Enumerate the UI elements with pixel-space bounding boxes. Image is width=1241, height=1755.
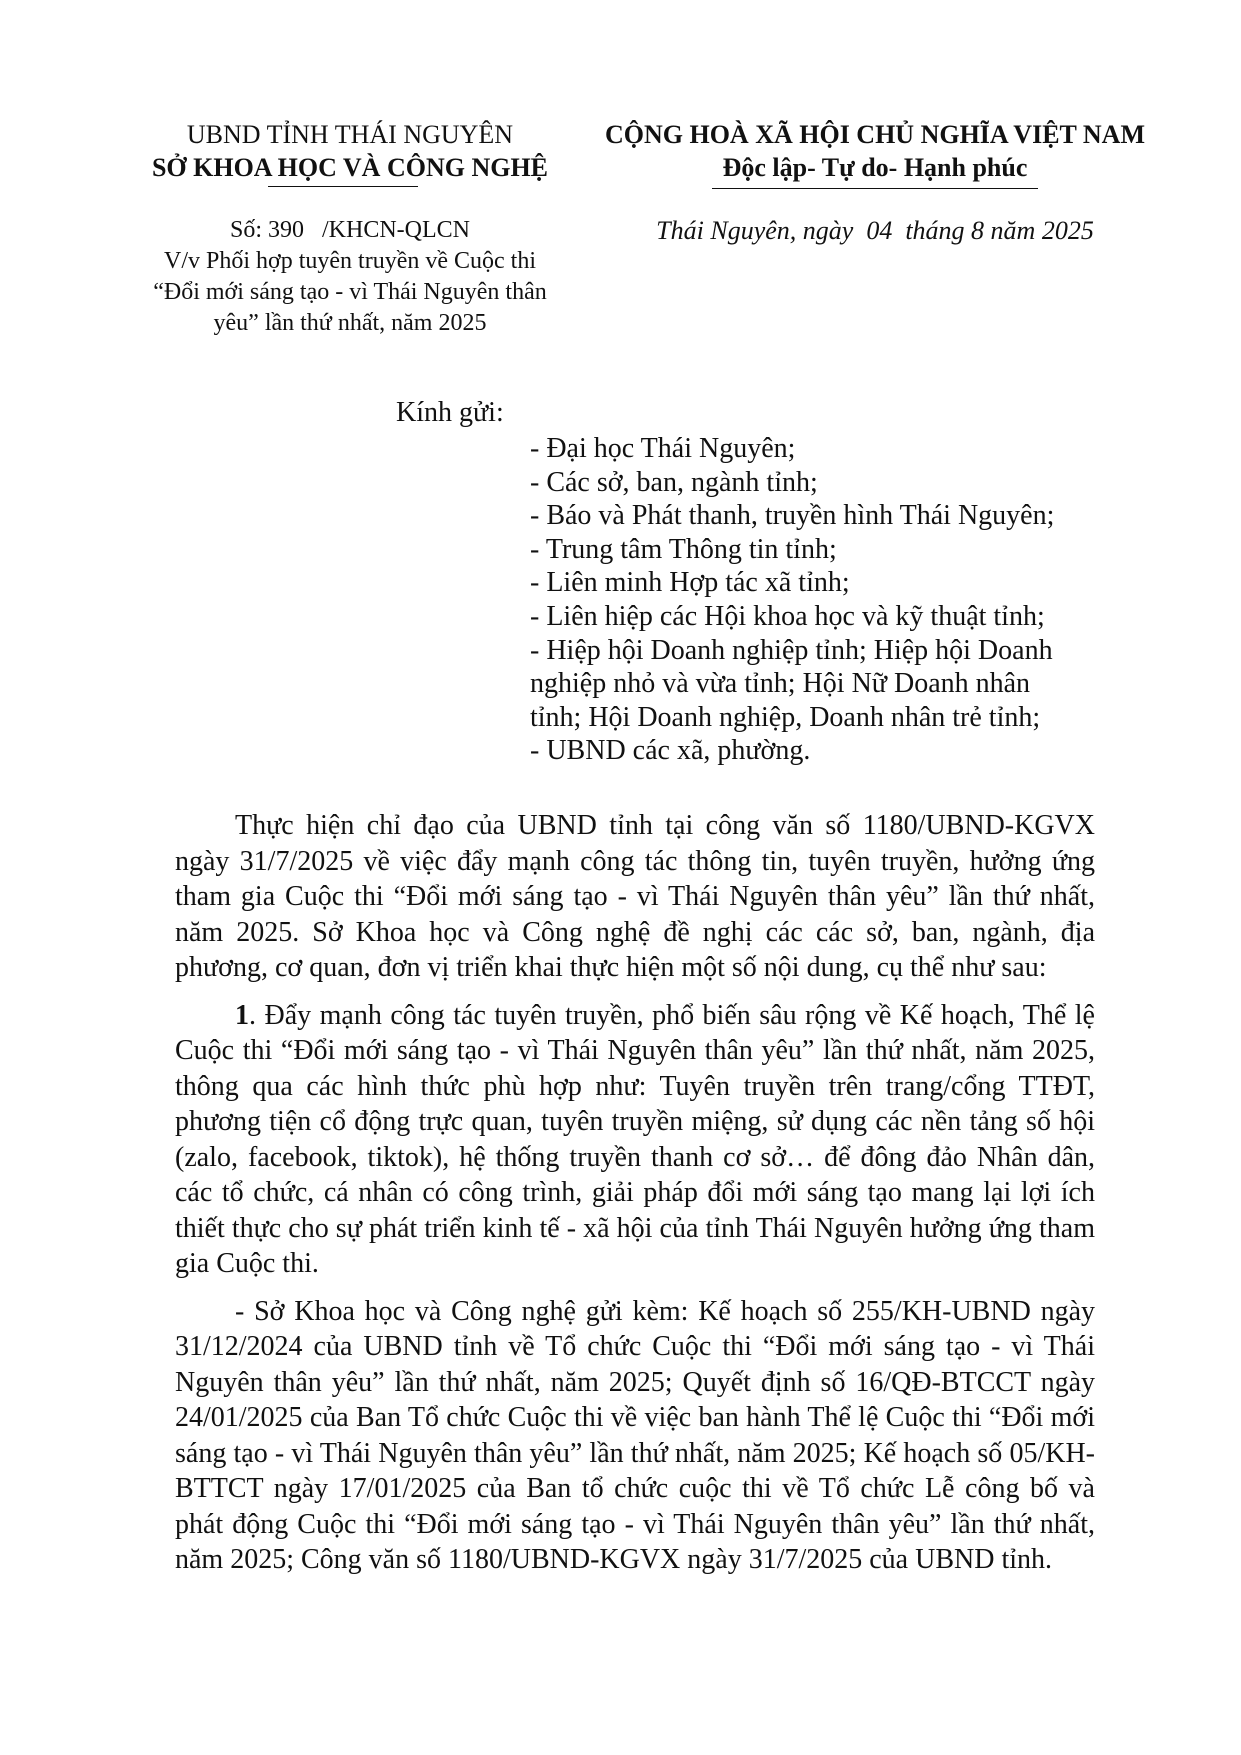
motto-underline <box>712 188 1038 189</box>
recipient-item: - Các sở, ban, ngành tỉnh; <box>530 466 818 498</box>
recipient-item: nghiệp nhỏ và vừa tỉnh; Hội Nữ Doanh nhân <box>530 668 1031 700</box>
document-body <box>175 808 1095 1590</box>
national-motto <box>585 118 1165 184</box>
issuing-authority <box>140 118 560 184</box>
recipient-item: - Liên minh Hợp tác xã tỉnh; <box>530 567 850 599</box>
recipient-item: - Trung tâm Thông tin tỉnh; <box>530 533 837 565</box>
place-and-date: Thái Nguyên, ngày 04 tháng 8 năm 2025 <box>656 216 1094 245</box>
recipient-item: - Báo và Phát thanh, truyền hình Thái Nguyên; <box>530 500 1055 532</box>
intro-paragraph: Thực hiện chỉ đạo của UBND tỉnh tại công văn số 1180/UBND-KGVX ngày 31/7/2025 về việc đẩy mạnh công tác thông tin, tuyên truyền, hưởng ứng tham gia Cuộc thi “Đổi mới sáng tạo - vì Thái Nguyên thân yêu” lần thứ nhất, năm 2025. Sở Khoa học và Công nghệ đề nghị các các sở, ban, ngành, địa phương, cơ quan, đơn vị triển khai thực hiện một số nội dung, cụ thể như sau: <box>175 810 1095 983</box>
motto-line: Độc lập- Tự do- Hạnh phúc <box>722 153 1028 182</box>
item-1-number: 1 <box>235 999 249 1031</box>
item-1-text: . Đẩy mạnh công tác tuyên truyền, phổ biến sâu rộng về Kế hoạch, Thể lệ Cuộc thi “Đổi mới sáng tạo - vì Thái Nguyên thân yêu” lần thứ nhất, năm 2025, thông qua các hình thức phù hợp như: Tuyên truyền trên trang/cổng TTĐT, phương tiện cổ động trực quan, tuyên truyền miệng, sử dụng các nền tảng số hội (zalo, facebook, tiktok), hệ thống truyền thanh cơ sở… để đông đảo Nhân dân, các tổ chức, cá nhân có công trình, giải pháp đổi mới sáng tạo mang lại lợi ích thiết thực cho sự phát triển kinh tế - xã hội của tỉnh Thái Nguyên hưởng ứng tham gia Cuộc thi. <box>175 999 1095 1279</box>
recipient-list <box>530 432 1054 768</box>
recipient-item: tỉnh; Hội Doanh nghiệp, Doanh nhân trẻ tỉnh; <box>530 701 1041 733</box>
recipient-item: - UBND các xã, phường. <box>530 735 811 767</box>
issuing-organization: SỞ KHOA HỌC VÀ CÔNG NGHỆ <box>151 153 549 182</box>
document-number: Số: 390 /KHCN-QLCN <box>229 217 470 243</box>
recipient-item: - Liên hiệp các Hội khoa học và kỹ thuật tỉnh; <box>530 600 1045 632</box>
document-reference <box>140 215 560 339</box>
salutation: Kính gửi: <box>396 397 504 428</box>
authority-underline <box>268 186 418 187</box>
recipient-item: - Đại học Thái Nguyên; <box>530 433 796 464</box>
subject-line: “Đổi mới sáng tạo - vì Thái Nguyên thân <box>153 279 547 305</box>
attachments-paragraph: - Sở Khoa học và Công nghệ gửi kèm: Kế hoạch số 255/KH-UBND ngày 31/12/2024 của UBND tỉnh về Tổ chức Cuộc thi “Đổi mới sáng tạo - vì Thái Nguyên thân yêu” lần thứ nhất, năm 2025; Quyết định số 16/QĐ-BTCCT ngày 24/01/2025 của Ban Tổ chức Cuộc thi về việc ban hành Thể lệ Cuộc thi “Đổi mới sáng tạo - vì Thái Nguyên thân yêu” lần thứ nhất, năm 2025; Kế hoạch số 05/KH-BTTCT ngày 17/01/2025 của Ban tổ chức cuộc thi về Tổ chức Lễ công bố và phát động Cuộc thi “Đổi mới sáng tạo - vì Thái Nguyên thân yêu” lần thứ nhất, năm 2025; Công văn số 1180/UBND-KGVX ngày 31/7/2025 của UBND tỉnh. <box>175 1295 1095 1575</box>
subject-line: V/v Phối hợp tuyên truyền về Cuộc thi <box>164 248 536 274</box>
recipient-item: - Hiệp hội Doanh nghiệp tỉnh; Hiệp hội Doanh <box>530 634 1053 666</box>
country-name: CỘNG HOÀ XÃ HỘI CHỦ NGHĨA VIỆT NAM <box>604 120 1146 149</box>
item-1-paragraph <box>175 998 1095 1282</box>
subject-line: yêu” lần thứ nhất, năm 2025 <box>213 310 487 336</box>
parent-organization: UBND TỈNH THÁI NGUYÊN <box>186 120 514 149</box>
